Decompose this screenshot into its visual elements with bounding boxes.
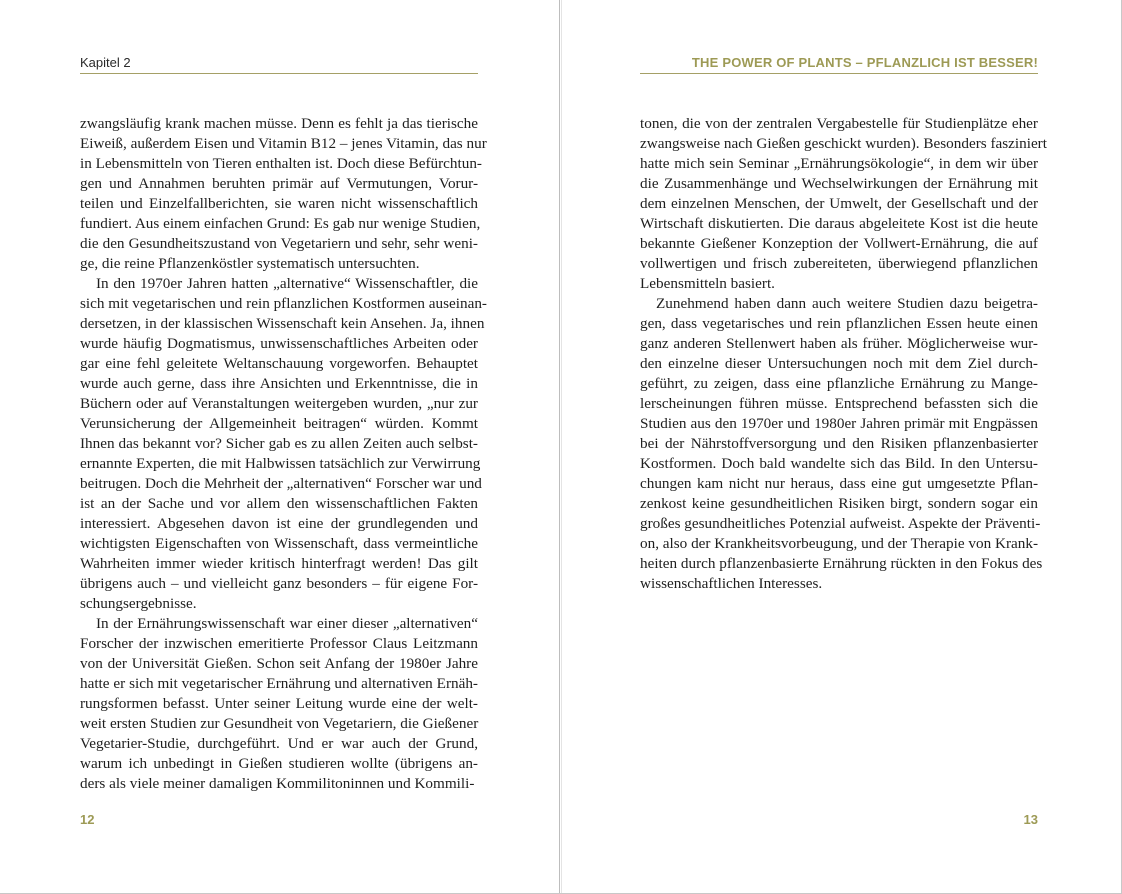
text-line: Studien aus den 1970er und 1980er Jahren primär mit Engpässen	[640, 415, 1038, 432]
left-page-body	[80, 114, 487, 794]
text-line: ge, die reine Pflanzenköstler systematisch untersuchten.	[80, 255, 420, 272]
running-head-chapter: Kapitel 2	[80, 54, 478, 74]
paragraph	[640, 294, 1043, 594]
text-line: on, also der Krankheitsvorbeugung, und der Therapie von Krank-	[640, 535, 1038, 552]
text-line: den einzelne dieser Untersuchungen noch mit dem Ziel durch-	[640, 355, 1038, 372]
text-line: rungsformen befasst. Unter seiner Leitung wurde eine der welt-	[80, 695, 478, 712]
left-page	[80, 0, 487, 893]
page-gutter-shadow	[561, 0, 562, 893]
text-line: sich mit vegetarischen und rein pflanzlichen Kostformen auseinan-	[80, 295, 487, 312]
paragraph	[80, 274, 487, 614]
text-line: großes gesundheitliches Potenzial aufweist. Aspekte der Präventi-	[640, 515, 1041, 532]
text-line: Vegetarier-Studie, durchgeführt. Und er war auch der Grund,	[80, 735, 478, 752]
text-line: gen und Annahmen beruhten primär auf Vermutungen, Vorur-	[80, 175, 478, 192]
text-line: interessiert. Abgesehen davon ist eine der grundlegenden und	[80, 515, 478, 532]
text-line: bei der Nährstoffversorgung und den Risiken pflanzenbasierter	[640, 435, 1038, 452]
text-line: Eiweiß, außerdem Eisen und Vitamin B12 – jenes Vitamin, das nur	[80, 135, 487, 152]
text-line: In den 1970er Jahren hatten „alternative“ Wissenschaftler, die	[96, 275, 478, 292]
text-line: ders als viele meiner damaligen Kommilitoninnen und Kommili-	[80, 775, 475, 792]
text-line: weit ersten Studien zur Gesundheit von Vegetariern, die Gießener	[80, 715, 479, 732]
text-line: wurde auch gerne, dass ihre Ansichten und Erkenntnisse, die in	[80, 375, 478, 392]
text-line: übrigens auch – und vielleicht ganz besonders – für eigene For-	[80, 575, 478, 592]
text-line: Wahrheiten immer wieder kritisch hinterfragt werden! Das gilt	[80, 555, 478, 572]
text-line: beitrugen. Doch die Mehrheit der „alternativen“ Forscher war und	[80, 475, 482, 492]
running-head-title: THE POWER OF PLANTS – PFLANZLICH IST BESSER!	[640, 54, 1038, 74]
text-line: Forscher der inzwischen emeritierte Professor Claus Leitzmann	[80, 635, 478, 652]
text-line: fundiert. Aus einem einfachen Grund: Es gab nur wenige Studien,	[80, 215, 481, 232]
text-line: geführt, zu zeigen, dass eine pflanzliche Ernährung zu Mange-	[640, 375, 1038, 392]
text-line: vollwertigen und frisch zubereiteten, überwiegend pflanzlichen	[640, 255, 1038, 272]
text-line: In der Ernährungswissenschaft war einer dieser „alternativen“	[96, 615, 478, 632]
text-line: zwangsläufig krank machen müsse. Denn es fehlt ja das tierische	[80, 115, 478, 132]
text-line: warum ich unbedingt in Gießen studieren wollte (übrigens an-	[80, 755, 478, 772]
text-line: Zunehmend haben dann auch weitere Studien dazu beigetra-	[656, 295, 1038, 312]
page-number: 12	[80, 812, 95, 827]
right-page-body	[640, 114, 1047, 594]
text-line: ernannte Experten, die mit Halbwissen tatsächlich zur Verwirrung	[80, 455, 481, 472]
text-line: die Zusammenhänge und Wechselwirkungen der Ernährung mit	[640, 175, 1038, 192]
page-gutter	[559, 0, 560, 893]
text-line: wichtigsten Eigenschaften von Wissenschaft, dass vermeintliche	[80, 535, 478, 552]
text-line: Lebensmitteln basiert.	[640, 275, 775, 292]
paragraph	[80, 614, 478, 794]
text-line: heiten durch pflanzenbasierte Ernährung rückten in den Fokus des	[640, 555, 1043, 572]
text-line: ist an der Sache und vor allem den wissenschaftlichen Fakten	[80, 495, 478, 512]
text-line: bekannte Gießener Konzeption der Vollwert-Ernährung, die auf	[640, 235, 1038, 252]
text-line: ganz anderen Stellenwert haben als früher. Möglicherweise wur-	[640, 335, 1038, 352]
paragraph	[80, 114, 487, 274]
paragraph	[640, 114, 1047, 294]
page-number: 13	[1023, 812, 1038, 827]
text-line: zwangsweise nach Gießen geschickt wurden). Besonders fasziniert	[640, 135, 1047, 152]
text-line: schungsergebnisse.	[80, 595, 197, 612]
text-line: lerscheinungen führen müsse. Entsprechend befassten sich die	[640, 395, 1038, 412]
text-line: hatte er sich mit vegetarischer Ernährung und alternativen Ernäh-	[80, 675, 478, 692]
text-line: die den Gesundheitszustand von Vegetariern und sehr, sehr weni-	[80, 235, 478, 252]
text-line: dem einzelnen Menschen, der Umwelt, der Gesellschaft und der	[640, 195, 1038, 212]
text-line: von der Universität Gießen. Schon seit Anfang der 1980er Jahre	[80, 655, 478, 672]
right-page	[640, 0, 1047, 893]
text-line: chungen kam nicht nur heraus, dass eine gut umgesetzte Pflan-	[640, 475, 1038, 492]
text-line: Ihnen das bekannt vor? Sicher gab es zu allen Zeiten auch selbst-	[80, 435, 478, 452]
text-line: in Lebensmitteln von Tieren enthalten ist. Doch diese Befürchtun-	[80, 155, 482, 172]
text-line: gen, dass vegetarisches und rein pflanzlichen Essen heute einen	[640, 315, 1038, 332]
text-line: Wirtschaft diskutierten. Die daraus abgeleitete Kost ist die heute	[640, 215, 1038, 232]
text-line: zenkost keine gesundheitlichen Risiken birgt, sondern sogar ein	[640, 495, 1038, 512]
text-line: Kostformen. Doch bald wandelte sich das Bild. In den Untersu-	[640, 455, 1038, 472]
text-line: Büchern oder auf Veranstaltungen weitergeben wurden, „nur zur	[80, 395, 478, 412]
text-line: wissenschaftlichen Interesses.	[640, 575, 823, 592]
text-line: teilen und Einzelfallberichten, sie waren nicht wissenschaftlich	[80, 195, 478, 212]
text-line: gar eine fehl geleitete Weltanschauung vorgeworfen. Behauptet	[80, 355, 478, 372]
text-line: tonen, die von der zentralen Vergabestelle für Studienplätze eher	[640, 115, 1038, 132]
text-line: dersetzen, in der klassischen Wissenschaft kein Ansehen. Ja, ihnen	[80, 315, 485, 332]
text-line: wurde häufig Dogmatismus, unwissenschaftliches Arbeiten oder	[80, 335, 478, 352]
text-line: Verunsicherung der Allgemeinheit beitragen“ würden. Kommt	[80, 415, 478, 432]
text-line: hatte mich sein Seminar „Ernährungsökologie“, in dem wir über	[640, 155, 1038, 172]
